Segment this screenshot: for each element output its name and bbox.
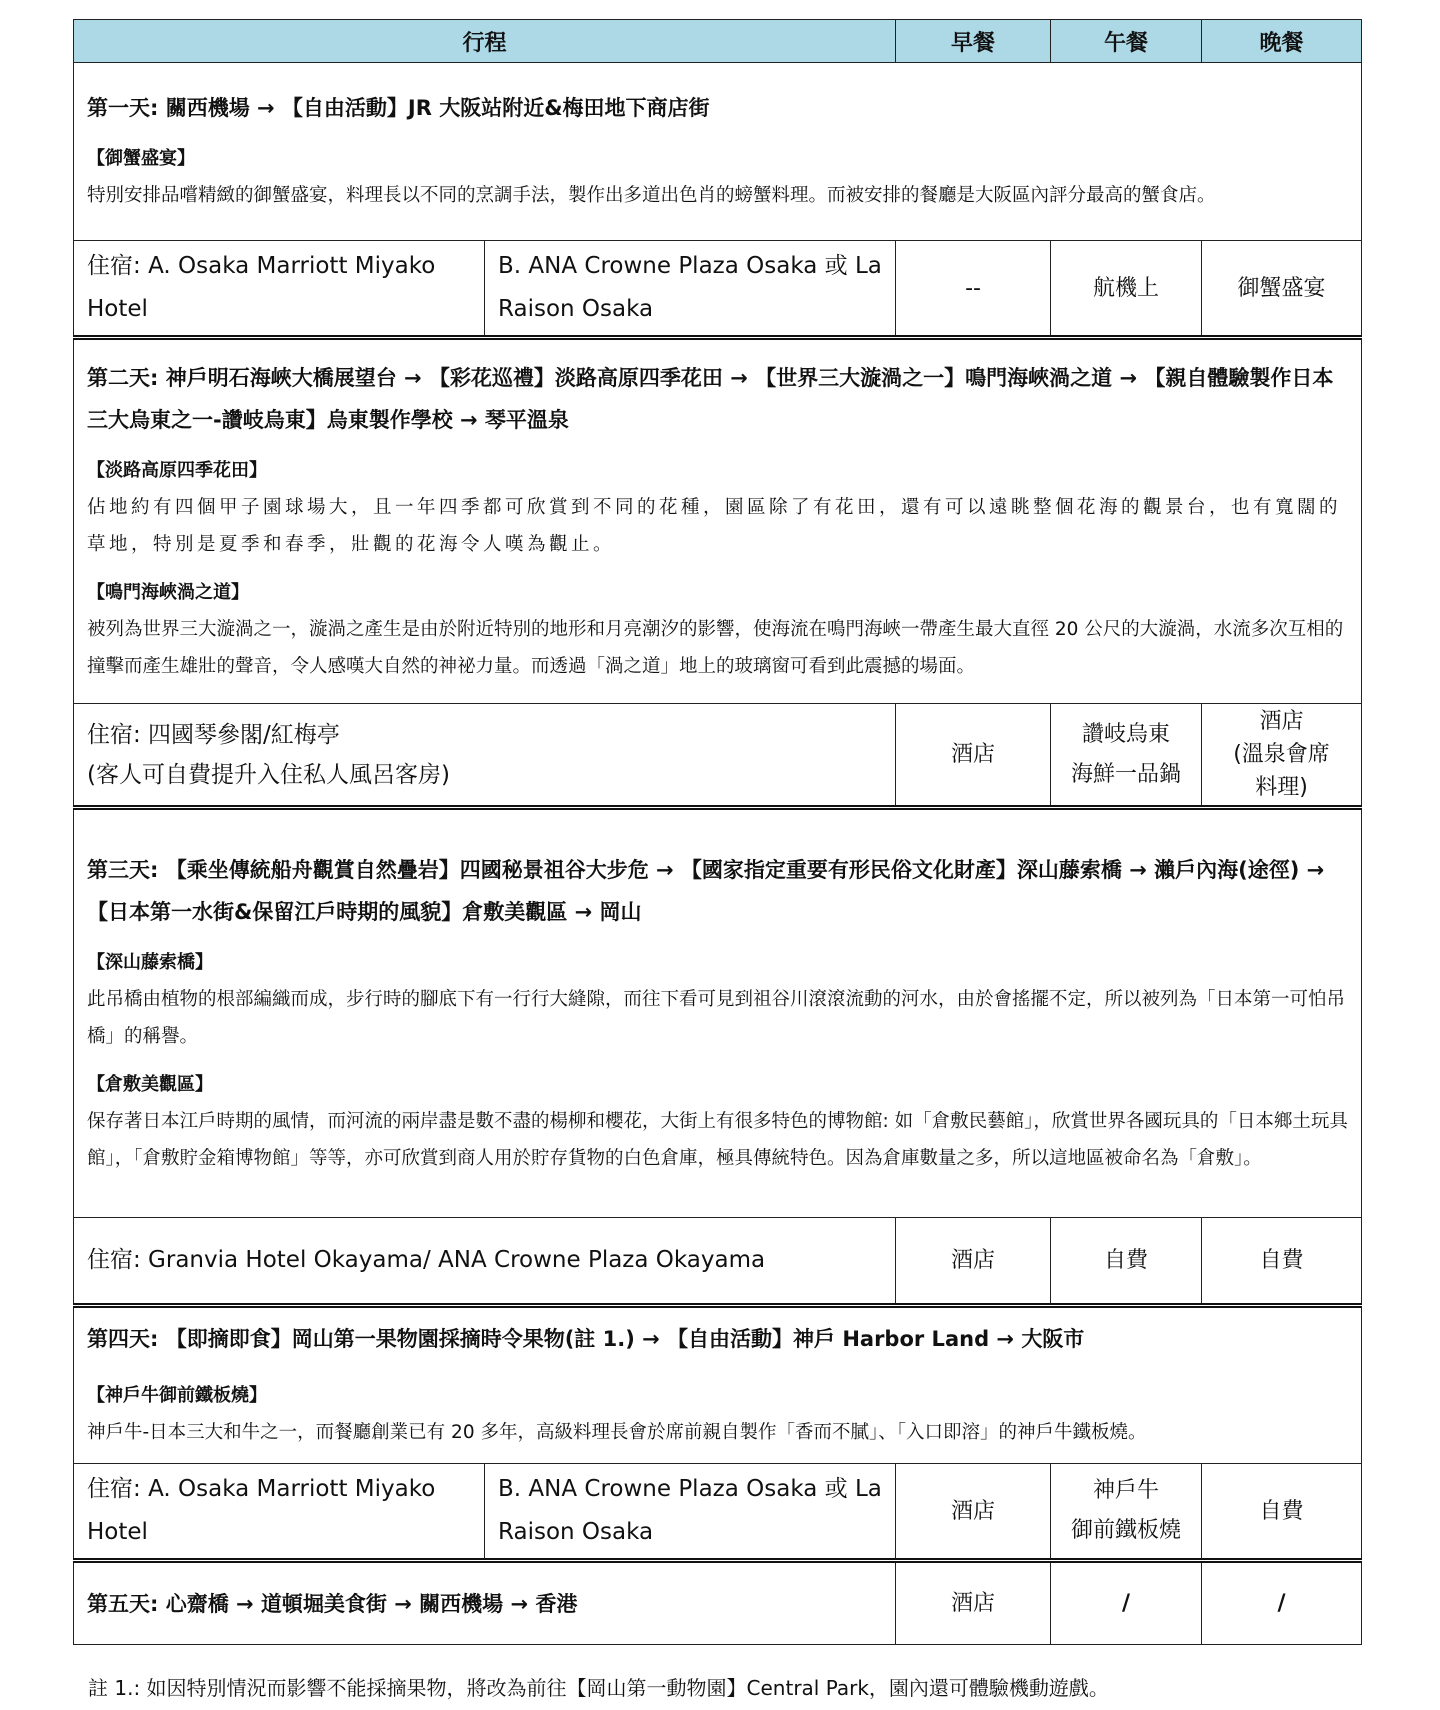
day4-hotel-prefix: 住宿:	[87, 1476, 149, 1502]
day1-title: 第一天: 關西機場 → 【自由活動】JR 大阪站附近&梅田地下商店街	[87, 96, 710, 120]
header-lunch: 午餐	[1051, 20, 1202, 63]
day2-section-1	[87, 453, 1348, 563]
day1-hotel-prefix: 住宿:	[87, 253, 149, 279]
day4-dinner: 自費	[1202, 1464, 1362, 1561]
day1-description	[74, 63, 1362, 241]
day5-lunch: /	[1051, 1561, 1202, 1645]
day5-dinner: /	[1202, 1561, 1362, 1645]
day2-breakfast: 酒店	[896, 704, 1051, 808]
day4-hotel-a	[74, 1464, 485, 1561]
day1-meals-row	[74, 241, 1362, 338]
header-dinner: 晚餐	[1202, 20, 1362, 63]
day1-hotel-a-name: A. Osaka Marriott Miyako Hotel	[87, 253, 436, 322]
day3-title: 第三天: 【乘坐傳統船舟觀賞自然疊岩】四國秘景祖谷大步危 → 【國家指定重要有形民俗文化財產】深山藤索橋 → 瀨戶內海(途徑) → 【日本第一水街&保留江戶時期的風貌】倉敷美觀區 → 岡山	[87, 857, 1325, 924]
itinerary-table	[73, 19, 1362, 1645]
day3-section-2-body: 保存著日本江戶時期的風情，而河流的兩岸盡是數不盡的楊柳和櫻花，大街上有很多特色的博物館: 如「倉敷民藝館」，欣賞世界各國玩具的「日本鄉土玩具館」，「倉敷貯金箱博物館」等等，亦可欣賞到商人用於貯存貨物的白色倉庫，極具傳統特色。因為倉庫數量之多，所以這地區被命名為「倉敷」。	[87, 1110, 1348, 1169]
header-itinerary: 行程	[74, 20, 896, 63]
day3-meals-row	[74, 1218, 1362, 1306]
day1-dinner: 御蟹盛宴	[1202, 241, 1362, 338]
day2-dinner-line2: (溫泉會席	[1233, 742, 1330, 767]
day2-dinner	[1202, 704, 1362, 808]
day4-hotel-a-name: A. Osaka Marriott Miyako Hotel	[87, 1476, 436, 1545]
day2-lunch	[1051, 704, 1202, 808]
day2-section-2	[87, 575, 1348, 685]
day2-lunch-line2: 海鮮一品鍋	[1071, 761, 1182, 787]
day2-row	[74, 338, 1362, 704]
day2-description	[74, 338, 1362, 704]
day3-breakfast: 酒店	[896, 1218, 1051, 1306]
day2-hotel-line1: 住宿: 四國琴參閣/紅梅亭	[87, 721, 340, 748]
day5-title: 第五天: 心齋橋 → 道頓堀美食街 → 關西機場 → 香港	[74, 1561, 896, 1645]
day4-hotel-b: B. ANA Crowne Plaza Osaka 或 La Raison Osaka	[485, 1464, 896, 1561]
day3-section-1-body: 此吊橋由植物的根部編織而成，步行時的腳底下有一行行大縫隙，而往下看可見到祖谷川滾滾流動的河水，由於會搖擺不定，所以被列為「日本第一可怕吊橋」的稱譽。	[87, 988, 1346, 1047]
day4-row	[74, 1306, 1362, 1464]
day4-section	[87, 1378, 1348, 1451]
day2-title: 第二天: 神戶明石海峽大橋展望台 → 【彩花巡禮】淡路高原四季花田 → 【世界三大漩渦之一】鳴門海峽渦之道 → 【親自體驗製作日本三大烏東之一-讚岐烏東】烏東製作學校 → 琴平溫泉	[87, 365, 1334, 432]
day5-breakfast: 酒店	[896, 1561, 1051, 1645]
day4-meals-row	[74, 1464, 1362, 1561]
day1-hotel-b: B. ANA Crowne Plaza Osaka 或 La Raison Osaka	[485, 241, 896, 338]
day2-lunch-line1: 讚岐烏東	[1082, 721, 1171, 747]
day4-lunch-line2: 御前鐵板燒	[1071, 1518, 1182, 1543]
header-breakfast: 早餐	[896, 20, 1051, 63]
day2-dinner-line3: 料理)	[1255, 775, 1308, 800]
day1-breakfast: --	[896, 241, 1051, 338]
day3-row	[74, 808, 1362, 1218]
day1-section-title: 【御蟹盛宴】	[87, 148, 195, 169]
day2-section-2-title: 【鳴門海峽渦之道】	[87, 581, 249, 603]
day3-lunch: 自費	[1051, 1218, 1202, 1306]
day2-hotel-line2: (客人可自費提升入住私人風呂客房)	[87, 761, 450, 788]
day3-dinner: 自費	[1202, 1218, 1362, 1306]
day2-section-1-body: 佔地約有四個甲子園球場大，且一年四季都可欣賞到不同的花種，園區除了有花田，還有可以遠眺整個花海的觀景台，也有寬闊的草地，特別是夏季和春季，壯觀的花海令人嘆為觀止。	[87, 496, 1342, 555]
footnote: 註 1.: 如因特別情況而影響不能採摘果物，將改為前往【岡山第一動物園】Central Park，園內還可體驗機動遊戲。	[88, 1676, 1109, 1700]
day4-section-body: 神戶牛-日本三大和牛之一，而餐廳創業已有 20 多年，高級料理長會於席前親自製作「香而不膩」、「入口即溶」的神戶牛鐵板燒。	[87, 1422, 1147, 1443]
day4-lunch-line1: 神戶牛	[1093, 1478, 1160, 1503]
day3-section-1-title: 【深山藤索橋】	[87, 951, 213, 973]
day1-section-body: 特別安排品嚐精緻的御蟹盛宴，料理長以不同的烹調手法，製作出多道出色肖的螃蟹料理。而被安排的餐廳是大阪區內評分最高的蟹食店。	[87, 185, 1216, 206]
day4-title: 第四天: 【即摘即食】岡山第一果物園採摘時令果物(註 1.) → 【自由活動】神戶 Harbor Land → 大阪市	[87, 1327, 1085, 1351]
day1-lunch: 航機上	[1051, 241, 1202, 338]
day3-section-1	[87, 945, 1348, 1055]
header-row	[74, 20, 1362, 63]
day2-section-1-title: 【淡路高原四季花田】	[87, 459, 267, 481]
day3-section-2-title: 【倉敷美觀區】	[87, 1073, 213, 1095]
day2-meals-row	[74, 704, 1362, 808]
day1-row	[74, 63, 1362, 241]
day4-breakfast: 酒店	[896, 1464, 1051, 1561]
day4-section-title: 【神戶牛御前鐵板燒】	[87, 1385, 267, 1406]
day3-hotel: 住宿: Granvia Hotel Okayama/ ANA Crowne Plaza Okayama	[74, 1218, 896, 1306]
day2-dinner-line1: 酒店	[1259, 709, 1304, 734]
day4-description	[74, 1306, 1362, 1464]
day3-description	[74, 808, 1362, 1218]
day4-lunch	[1051, 1464, 1202, 1561]
day2-section-2-body: 被列為世界三大漩渦之一，漩渦之產生是由於附近特別的地形和月亮潮汐的影響，使海流在鳴門海峽一帶產生最大直徑 20 公尺的大漩渦，水流多次互相的撞擊而產生雄壯的聲音，令人感嘆大自然的神祕力量。而透過「渦之道」地上的玻璃窗可看到此震撼的場面。	[87, 618, 1344, 677]
day1-section	[87, 141, 1348, 214]
day2-hotel	[74, 704, 896, 808]
day3-section-2	[87, 1067, 1348, 1177]
day5-row	[74, 1561, 1362, 1645]
day1-hotel-a	[74, 241, 485, 338]
